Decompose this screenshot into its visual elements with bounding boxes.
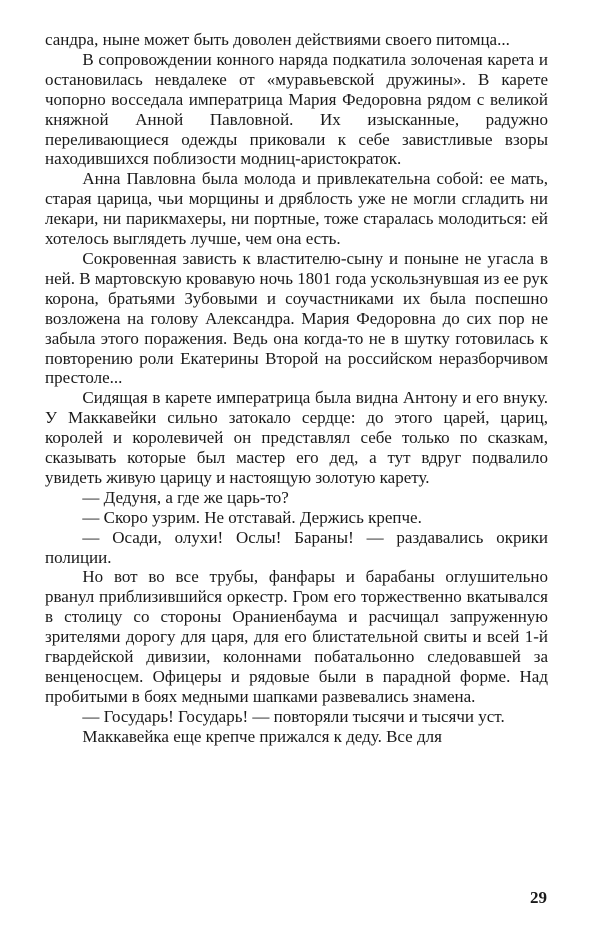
dialogue-line-3: — Осади, олухи! Ослы! Бараны! — раздавались окрики полиции. bbox=[45, 527, 548, 567]
page-text bbox=[45, 30, 548, 747]
paragraph-5: Сидящая в карете императрица была видна Антону и его внуку. У Маккавейки сильно затокало сердце: до этого царей, цариц, королей и королевичей он представлял себе только по сказкам, сказывать которые был мастер его дед, а тут вдруг подвалило увидеть живую царицу и настоящую золотую карету. bbox=[45, 388, 548, 487]
paragraph-7: Маккавейка еще крепче прижался к деду. Все для bbox=[82, 726, 442, 746]
paragraph-4: Сокровенная зависть к властителю-сыну и поныне не угасла в ней. В мартовскую кровавую ночь 1801 года ускользнувшая из ее рук корона, братьями Зубовыми и соучастниками их была поспешно возложена на голову Александра. Мария Федоровна до сих пор не забыла этого поражения. Ведь она когда-то не в шутку готовилась к повторению роли Екатерины Второй на российском неразборчивом престоле... bbox=[45, 248, 548, 388]
paragraph-1: сандра, ныне может быть доволен действиями своего питомца... bbox=[45, 30, 510, 49]
dialogue-line-1: — Дедуня, а где же царь-то? bbox=[82, 487, 289, 507]
dialogue-line-4: — Государь! Государь! — повторяли тысячи и тысячи уст. bbox=[82, 706, 505, 726]
page-number: 29 bbox=[530, 888, 547, 907]
paragraph-2: В сопровождении конного наряда подкатила золоченая карета и остановилась невдалеке от «муравьевской дружины». В карете чопорно восседала императрица Мария Федоровна рядом с великой княжной Анной Павловной. Их изысканные, радужно переливающиеся одежды приковали к себе завистливые взоры находившихся поблизости модниц-аристократок. bbox=[45, 49, 548, 169]
paragraph-3: Анна Павловна была молода и привлекательна собой: ее мать, старая царица, чьи морщины и дряблость уже не могли сгладить ни лекари, ни парикмахеры, ни портные, тоже старалась молодиться: ей хотелось выглядеть лучше, чем она есть. bbox=[45, 169, 548, 249]
paragraph-6: Но вот во все трубы, фанфары и барабаны оглушительно рванул приблизившийся оркестр. Гром его торжественно вкатывался в столицу со стороны Ораниенбаума и расчищал запруженную зрителями дорогу для царя, для его блистательной свиты и всей 1-й гвардейской дивизии, колоннами побатальонно следовавшей за венценосцем. Офицеры и рядовые были в парадной форме. Над пробитыми в боях медными шапками развевались знамена. bbox=[45, 567, 548, 706]
dialogue-line-2: — Скоро узрим. Не отставай. Держись крепче. bbox=[82, 507, 422, 527]
